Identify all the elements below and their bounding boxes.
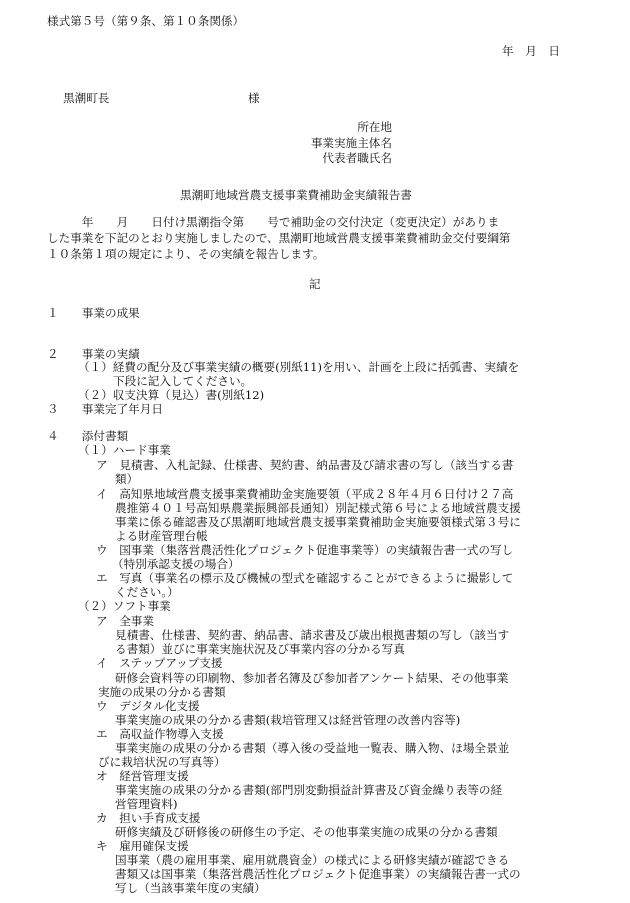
hard-a-line-2: 類） <box>115 472 139 486</box>
address-label: 所在地 <box>357 120 392 134</box>
soft-ki-line-3: 写し（当該事業年度の実績） <box>115 881 266 895</box>
soft-ki-line-2: 書類又は国事業（集落営農活性化プロジェクト促進事業）の実績報告書一式の <box>115 867 521 881</box>
soft-u-line-1: 事業実施の成果の分かる書類(栽培管理又は経営管理の改善内容等) <box>115 713 461 727</box>
item-2-1-line-2: 下段に記入してください。 <box>113 374 253 388</box>
soft-a-line-1: 見積書、仕様書、契約書、納品書、請求書及び歳出根拠書類の写し（該当す <box>115 628 510 642</box>
soft-ki-title: キ 雇用確保支援 <box>96 839 189 853</box>
soft-e-line-2: びに栽培状況の写真等） <box>98 755 226 769</box>
hard-a-line-1: ア 見積書、入札記録、仕様書、契約書、納品書及び請求書の写し（該当する書 <box>96 458 514 472</box>
soft-o-line-2: 営管理資料) <box>115 797 178 811</box>
report-date: 年 月 日 <box>502 44 560 58</box>
soft-o-title: オ 経営管理支援 <box>96 769 189 783</box>
soft-e-line-1: 事業実施の成果の分かる書類（導入後の受益地一覧表、購入物、ほ場全景並 <box>115 741 510 755</box>
entity-label: 事業実施主体名 <box>310 136 392 150</box>
item-4: ４ 添付書類 <box>47 429 129 443</box>
soft-i-title: イ ステップアップ支援 <box>96 656 223 670</box>
addressee: 黒潮町長 <box>63 91 110 105</box>
hard-i-line-1: イ 高知県地域営農支援事業費補助金実施要領（平成２８年４月６日付け２７高 <box>96 487 514 501</box>
soft-i-line-2: 実施の成果の分かる書類 <box>98 685 226 699</box>
hard-e-line-2: ください。） <box>115 585 179 599</box>
hard-heading: （１）ハード事業 <box>78 443 171 457</box>
hard-i-line-3: 事業に係る確認書及び黒潮町地域営農支援事業費補助金実施要領様式第３号に <box>115 515 521 529</box>
ki-mark: 記 <box>309 277 321 291</box>
soft-e-title: エ 高収益作物導入支援 <box>96 727 224 741</box>
item-1: １ 事業の成果 <box>47 306 140 320</box>
hard-u-line-1: ウ 国事業（集落営農活性化プロジェクト促進事業等）の実績報告書一式の写し <box>96 543 514 557</box>
soft-ka-title: カ 担い手育成支援 <box>96 811 201 825</box>
item-2-2: （２）収支決算（見込）書(別紙12) <box>78 388 265 402</box>
addressee-honorific: 様 <box>248 91 260 105</box>
soft-ki-line-1: 国事業（農の雇用事業、雇用就農資金）の様式による研修実績が確認できる <box>115 853 510 867</box>
soft-o-line-1: 事業実施の成果の分かる書類(部門別変動損益計算書及び資金繰り表等の経 <box>115 783 503 797</box>
soft-a-title: ア 全事業 <box>96 614 154 628</box>
soft-a-line-2: る書類）並びに事業実施状況及び事業内容の分かる写真 <box>115 642 405 656</box>
item-3: ３ 事業完了年月日 <box>47 402 163 416</box>
intro-line-1: 年 月 日付け黒潮指令第 号で補助金の交付決定（変更決定）がありま <box>47 215 500 229</box>
document-title: 黒潮町地域営農支援事業費補助金実績報告書 <box>180 188 412 202</box>
hard-e-line-1: エ 写真（事業名の標示及び機械の型式を確認することができるように撮影して <box>96 571 514 585</box>
representative-label: 代表者職氏名 <box>322 151 392 165</box>
intro-line-2: した事業を下記のとおり実施しましたので、黒潮町地域営農支援事業費補助金交付要綱第 <box>47 231 511 245</box>
soft-ka-line-1: 研修実績及び研修後の研修生の予定、その他事業実施の成果の分かる書類 <box>115 825 498 839</box>
hard-i-line-4: よる財産管理台帳 <box>115 529 208 543</box>
soft-heading: （２）ソフト事業 <box>78 599 171 613</box>
item-2: ２ 事業の実績 <box>47 347 140 361</box>
hard-u-line-2: （特別承認支援の場合） <box>112 557 240 571</box>
form-number: 様式第５号（第９条、第１０条関係） <box>47 14 245 28</box>
intro-line-3: １０条第１項の規定により、その実績を報告します。 <box>47 247 325 261</box>
soft-u-title: ウ デジタル化支援 <box>96 699 200 713</box>
hard-i-line-2: 農推第４０１号高知県農業振興部長通知）別記様式第６号による地域営農支援 <box>115 501 521 515</box>
soft-i-line-1: 研修会資料等の印刷物、参加者名簿及び参加者アンケート結果、その他事業 <box>115 671 509 685</box>
item-2-1-line-1: （１）経費の配分及び事業実績の概要(別紙11)を用い、計画を上段に括弧書、実績を <box>78 360 520 374</box>
